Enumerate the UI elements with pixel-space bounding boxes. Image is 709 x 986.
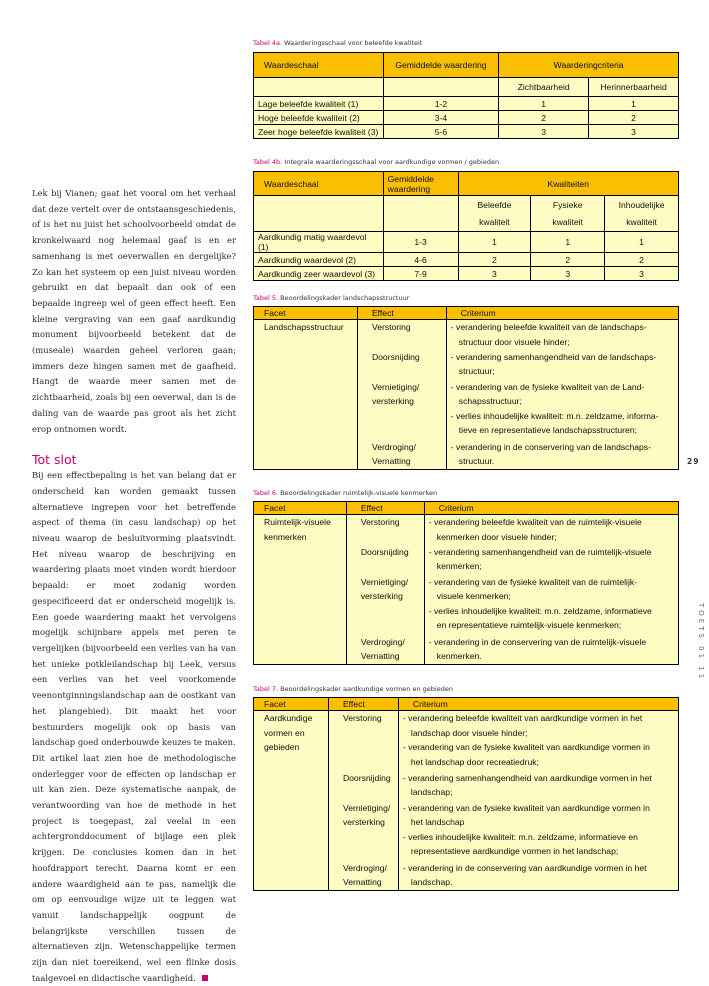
- criterium-line: - verlies inhoudelijke kwaliteit: m.n. zeldzame, informatieve en: [402, 831, 638, 842]
- criterium-line: en representatieve ruimtelijk-visuele kenmerken;: [436, 620, 622, 631]
- criterium-line: - verandering beleefde kwaliteit van de ruimtelijk-visuele: [428, 517, 642, 527]
- effect-line: Verdroging/: [371, 441, 416, 452]
- table-row: [254, 575, 679, 635]
- table-4a-cell: 1-2: [383, 97, 499, 111]
- table-6-facet-empty: [254, 575, 347, 635]
- table-4b-row-label: Aardkundig matig waardevol (1): [254, 232, 384, 253]
- magazine-issue-label: TOETS 01 11: [697, 603, 705, 682]
- criterium-line: - verandering van de fysieke kwaliteit van aardkundige vormen in: [402, 802, 650, 813]
- table-4a-header-scale: Waardeschaal: [254, 53, 384, 78]
- table-4b-empty-cell: [254, 196, 384, 232]
- table-4b-header-scale: Waardeschaal: [254, 172, 384, 196]
- table-6-facet-empty: [254, 545, 347, 575]
- table-4b-cell: 3: [458, 267, 531, 281]
- criterium-line: het landschap: [410, 817, 465, 828]
- table-4a-subheader: Zichtbaarheid: [499, 78, 589, 97]
- table-4b-row-label: Aardkundig zeer waardevol (3): [254, 267, 384, 281]
- criterium-line: - verlies inhoudelijke kwaliteit: m.n. zeldzame, informatieve: [428, 605, 652, 616]
- criterium-item: [451, 409, 674, 438]
- table-4a-empty-cell: [254, 78, 384, 97]
- table-5-criterium: [446, 320, 678, 350]
- table-6-caption: [253, 489, 437, 497]
- table-4a-empty-cell: [383, 78, 499, 97]
- table-4b-subheader: [605, 196, 679, 232]
- facet-line: Aardkundige: [264, 713, 313, 723]
- table-4b: [253, 171, 679, 281]
- table-4b-subheader-line: kwaliteit: [626, 216, 657, 227]
- table-5-effect: Verstoring: [357, 320, 446, 350]
- article-paragraph-2: Bij een effectbepaling is het van belang dat er onderscheid kan worden gemaakt tussen alternatieve ingrepen voor het betreffende aspect of thema (in casu landschap) op het niveau waarop de besluitvorming plaatsvindt. Het niveau waarop de beschrijving en waardering plaats moet vinden wordt hierdoor bepaald: er moet zodanig worden gespecificeerd dat er onderscheid mogelijk is. Een goede waardering maakt het vervolgens mogelijk schijnbare appels met peren te vergelijken (bijvoorbeeld een verlies van ha van het unieke potkleilandschap bij Leek, versus een verlies van het veel voorkomende veenontginningslandschap aan de oostkant van het plangebied). Dit maakt het voor bestuurders mogelijk ook op basis van landschap goed onderbouwde keuzes te maken.: [32, 470, 236, 748]
- criterium-line: - verandering beleefde kwaliteit van aardkundige vormen in het: [402, 713, 643, 723]
- table-5-caption: [253, 294, 409, 302]
- table-7-header: [254, 698, 679, 711]
- table-4a-header-criteria: Waarderingcriteria: [499, 53, 679, 78]
- table-4b-cell: 3: [605, 267, 679, 281]
- criterium-line: structuur door visuele hinder;: [458, 336, 570, 347]
- criterium-item: [451, 380, 674, 409]
- table-4a-number: Tabel 4a.: [253, 39, 283, 47]
- criterium-item: [451, 440, 674, 469]
- table-6-effect: [346, 635, 424, 665]
- table-row: [254, 771, 679, 801]
- table-4b-cell: 2: [458, 253, 531, 267]
- criterium-line: - verandering in de conservering van de ruimtelijk-visuele: [428, 636, 647, 647]
- article-paragraph-1: Lek bij Vianen; gaat het vooral om het verhaal dat deze vertelt over de ontstaansgeschiedenis, of is het nu juist het schoolvoorbeeld omdat de kronkelwaard nog helemaal gaaf is en er samenhang is met oeverwallen en dergelijke? Zo kan het systeem op een juist niveau worden gebruikt en dat bepaalt dan ook of een bepaalde ingreep wel of geen effect heeft. Een kleine vergraving van een gaaf aardkundig monument bijvoorbeeld betekent dat de (museale) waarden geheel verloren gaan; immers deze hingen samen met de gaafheid. Hangt de waarde meer samen met de zichtbaarheid, zoals bij een oeverwal, dan is de daling van de waarde pas groot als het zicht erop ontnomen wordt.: [32, 188, 236, 434]
- table-5-effect: [357, 440, 446, 470]
- table-7-criterium: [398, 801, 678, 861]
- effect-line: Vernatting: [342, 877, 382, 888]
- effect-line: Vernietiging/: [342, 802, 391, 813]
- table-5-criterium: [446, 440, 678, 470]
- criterium-line: landschap door visuele hinder;: [410, 727, 528, 738]
- page-number: 29: [687, 457, 700, 466]
- table-4b-header-qualities: Kwaliteiten: [458, 172, 679, 196]
- table-4a: [253, 52, 679, 139]
- facet-line: kenmerken: [264, 531, 307, 542]
- table-4a-cell: 2: [589, 111, 679, 125]
- criterium-line: - verandering in de conservering van aardkundige vormen in het: [402, 862, 647, 873]
- table-4a-cell: 2: [499, 111, 589, 125]
- criterium-item: [451, 320, 674, 349]
- criterium-item: [403, 801, 674, 830]
- table-4b-cell: 1: [531, 232, 605, 253]
- table-6-number: Tabel 6.: [253, 489, 279, 497]
- criterium-line: kenmerken door visuele hinder;: [436, 531, 557, 542]
- table-5-number: Tabel 5.: [253, 294, 279, 302]
- table-5-facet-empty: [254, 440, 358, 470]
- table-row: [254, 97, 679, 111]
- criterium-line: - verandering samenhangendheid van aardkundige vormen in het: [402, 772, 652, 783]
- criterium-line: - verandering beleefde kwaliteit van de landschaps-: [450, 322, 647, 332]
- criterium-line: landschap;: [410, 787, 453, 798]
- table-4a-cell: 5-6: [383, 125, 499, 139]
- table-7-header-facet: Facet: [254, 698, 329, 711]
- table-7-caption-text: Beoordelingskader aardkundige vormen en gebieden: [280, 685, 453, 693]
- table-4b-cell: 7-9: [383, 267, 458, 281]
- table-row: [254, 380, 679, 440]
- table-row: [254, 861, 679, 891]
- table-4a-header-avg: Gemiddelde waardering: [383, 53, 499, 78]
- table-row: [254, 111, 679, 125]
- table-7-header-criterium: Criterium: [398, 698, 678, 711]
- effect-line: Vernatting: [360, 651, 400, 662]
- table-row: [254, 801, 679, 861]
- table-7-facet-empty: [254, 771, 329, 801]
- table-row: [254, 635, 679, 665]
- effect-line: versterking: [371, 396, 414, 407]
- criterium-item: [429, 575, 674, 604]
- criterium-line: - verandering samenhangendheid van de landschaps-: [450, 351, 657, 362]
- table-7: [253, 697, 679, 891]
- table-5-facet-empty: [254, 380, 358, 440]
- article-paragraph-3: [32, 751, 236, 986]
- table-6-caption-text: Beoordelingskader ruimtelijk-visuele kenmerken: [280, 489, 438, 497]
- criterium-line: - verlies inhoudelijke kwaliteit: m.n. zeldzame, informa-: [450, 410, 659, 421]
- article-column: [32, 186, 236, 986]
- criterium-line: - verandering samenhangendheid van de ruimtelijk-visuele: [428, 546, 652, 557]
- table-4a-subheader: Herinnerbaarheid: [589, 78, 679, 97]
- table-4a-caption-text: Waarderingsschaal voor beleefde kwaliteit: [284, 39, 423, 47]
- table-7-facet-empty: [254, 801, 329, 861]
- table-4b-cell: 3: [531, 267, 605, 281]
- criterium-line: visuele kenmerken;: [436, 591, 511, 602]
- table-5-header: [254, 307, 679, 320]
- effect-line: Vernietiging/: [371, 381, 420, 392]
- table-row: [254, 711, 679, 771]
- table-4b-subheader: [458, 196, 531, 232]
- table-4a-cell: 1: [499, 97, 589, 111]
- table-4b-cell: 2: [605, 253, 679, 267]
- criterium-item: [429, 604, 674, 633]
- table-6-header: [254, 502, 679, 515]
- table-5-header-facet: Facet: [254, 307, 358, 320]
- table-6-effect: Doorsnijding: [346, 545, 424, 575]
- criterium-line: representatieve aardkundige vormen in het landschap;: [410, 846, 619, 857]
- article-paragraph-3-text: Dit artikel laat zien hoe de methodologische onderlegger voor de effecten op landschap er uit kan zien. Deze systematische aanpak, de verantwoording van hoe de methode in het project is toegepast, zal veelal in een achtergronddocument of bijlage een plek krijgen. De conclusies komen dan in het hoofdrapport terecht. Daarna komt er een andere waardigheid aan te pas, namelijk die om op eenvoudige wijze uit te leggen wat vanuit landschappelijk oogpunt de belangrijkste verschillen tussen de alternatieven zijn. Wetenschappelijke termen zijn dan niet toereikend, wel een flinke dosis taalgevoel en didactische vaardigheid.: [32, 752, 236, 983]
- facet-line: Ruimtelijk-visuele: [264, 517, 331, 527]
- table-4b-caption-text: Integrale waarderingsschaal voor aardkundige vormen / gebieden: [284, 158, 500, 166]
- table-6-criterium: [424, 635, 678, 665]
- facet-line: vormen en: [264, 727, 305, 738]
- criterium-line: structuur;: [458, 366, 495, 377]
- table-7-facet: [254, 711, 329, 771]
- table-5-criterium: [446, 380, 678, 440]
- table-4a-cell: 3: [499, 125, 589, 139]
- table-4b-cell: 1-3: [383, 232, 458, 253]
- table-4a-caption: [253, 39, 422, 47]
- table-4a-cell: 1: [589, 97, 679, 111]
- effect-line: versterking: [360, 591, 403, 602]
- table-5-criterium: [446, 350, 678, 380]
- table-4b-subheader: [531, 196, 605, 232]
- table-4b-header-avg: Gemiddelde waardering: [383, 172, 458, 196]
- table-row: [254, 125, 679, 139]
- table-4b-cell: 2: [531, 253, 605, 267]
- table-4a-row-label: Lage beleefde kwaliteit (1): [254, 97, 384, 111]
- table-5-header-criterium: Criterium: [446, 307, 678, 320]
- criterium-line: - verandering van de fysieke kwaliteit van de ruimtelijk-: [428, 576, 638, 587]
- table-4b-cell: 4-6: [383, 253, 458, 267]
- table-7-effect: [328, 861, 398, 891]
- table-7-criterium: [398, 771, 678, 801]
- criterium-item: [429, 635, 674, 664]
- table-5-header-effect: Effect: [357, 307, 446, 320]
- criterium-line: - verandering in de conservering van de landschaps-: [450, 441, 651, 452]
- table-7-facet-empty: [254, 861, 329, 891]
- table-7-effect: Verstoring: [328, 711, 398, 771]
- criterium-line: kenmerken;: [436, 561, 482, 572]
- table-7-criterium: [398, 861, 678, 891]
- table-6-criterium: [424, 545, 678, 575]
- end-of-article-square-icon: [202, 975, 208, 981]
- criterium-item: [403, 711, 674, 740]
- table-4b-number: Tabel 4b.: [253, 158, 283, 166]
- table-4b-cell: 1: [458, 232, 531, 253]
- table-7-effect: [328, 801, 398, 861]
- effect-line: versterking: [342, 817, 385, 828]
- table-6-effect: Verstoring: [346, 515, 424, 545]
- table-7-number: Tabel 7.: [253, 685, 279, 693]
- section-heading: Tot slot: [32, 452, 77, 468]
- table-4b-subheader-line: Inhoudelijke: [618, 199, 665, 210]
- table-4b-caption: [253, 158, 499, 166]
- table-4b-subheader-line: Beleefde: [477, 199, 512, 210]
- table-4b-cell: 1: [605, 232, 679, 253]
- effect-line: Verdroging/: [342, 862, 387, 873]
- criterium-line: structuur.: [458, 456, 495, 467]
- table-row: [254, 253, 679, 267]
- table-6-effect: [346, 575, 424, 635]
- table-4a-row-label: Zeer hoge beleefde kwaliteit (3): [254, 125, 384, 139]
- table-6-criterium: [424, 515, 678, 545]
- criterium-line: - verandering van de fysieke kwaliteit van aardkundige vormen in: [402, 742, 650, 753]
- criterium-item: [403, 771, 674, 800]
- table-4a-row-label: Hoge beleefde kwaliteit (2): [254, 111, 384, 125]
- effect-line: Vernietiging/: [360, 576, 409, 587]
- table-7-caption: [253, 685, 453, 693]
- table-6-header-effect: Effect: [346, 502, 424, 515]
- table-4a-cell: 3: [589, 125, 679, 139]
- table-6-facet-empty: [254, 635, 347, 665]
- table-5: [253, 306, 679, 470]
- table-4a-cell: 3-4: [383, 111, 499, 125]
- table-row: [254, 350, 679, 380]
- effect-line: Vernatting: [371, 456, 411, 467]
- table-5-effect: Doorsnijding: [357, 350, 446, 380]
- criterium-item: [451, 350, 674, 379]
- table-5-facet-empty: [254, 350, 358, 380]
- criterium-line: kenmerken.: [436, 651, 482, 662]
- criterium-line: - verandering van de fysieke kwaliteit van de Land-: [450, 381, 645, 392]
- table-4b-subheader-line: kwaliteit: [479, 216, 510, 227]
- table-row: [254, 267, 679, 281]
- table-row: [254, 440, 679, 470]
- table-row: [254, 320, 679, 350]
- table-6-criterium: [424, 575, 678, 635]
- table-6: [253, 501, 679, 665]
- table-row: [254, 545, 679, 575]
- table-5-effect: [357, 380, 446, 440]
- table-6-facet: [254, 515, 347, 545]
- criterium-item: [429, 515, 674, 544]
- criterium-item: [429, 545, 674, 574]
- table-5-caption-text: Beoordelingskader landschapsstructuur: [280, 294, 410, 302]
- table-7-header-effect: Effect: [328, 698, 398, 711]
- table-4b-subheader-line: kwaliteit: [552, 216, 583, 227]
- table-row: [254, 232, 679, 253]
- table-4b-empty-cell: [383, 196, 458, 232]
- criterium-line: tieve en representatieve landschapsstructuren;: [458, 425, 637, 436]
- table-4b-row-label: Aardkundig waardevol (2): [254, 253, 384, 267]
- table-6-header-criterium: Criterium: [424, 502, 678, 515]
- criterium-item: [403, 740, 674, 769]
- table-7-effect: Doorsnijding: [328, 771, 398, 801]
- criterium-line: schapsstructuur;: [458, 396, 522, 407]
- table-7-criterium: [398, 711, 678, 771]
- table-6-header-facet: Facet: [254, 502, 347, 515]
- table-row: [254, 515, 679, 545]
- effect-line: Verdroging/: [360, 636, 405, 647]
- table-5-facet: Landschapsstructuur: [254, 320, 358, 350]
- facet-line: gebieden: [264, 742, 300, 753]
- criterium-item: [403, 830, 674, 859]
- criterium-line: landschap.: [410, 877, 453, 888]
- table-4b-subheader-line: Fysieke: [552, 199, 583, 210]
- criterium-line: het landschap door recreatiedruk;: [410, 756, 539, 767]
- criterium-item: [403, 861, 674, 890]
